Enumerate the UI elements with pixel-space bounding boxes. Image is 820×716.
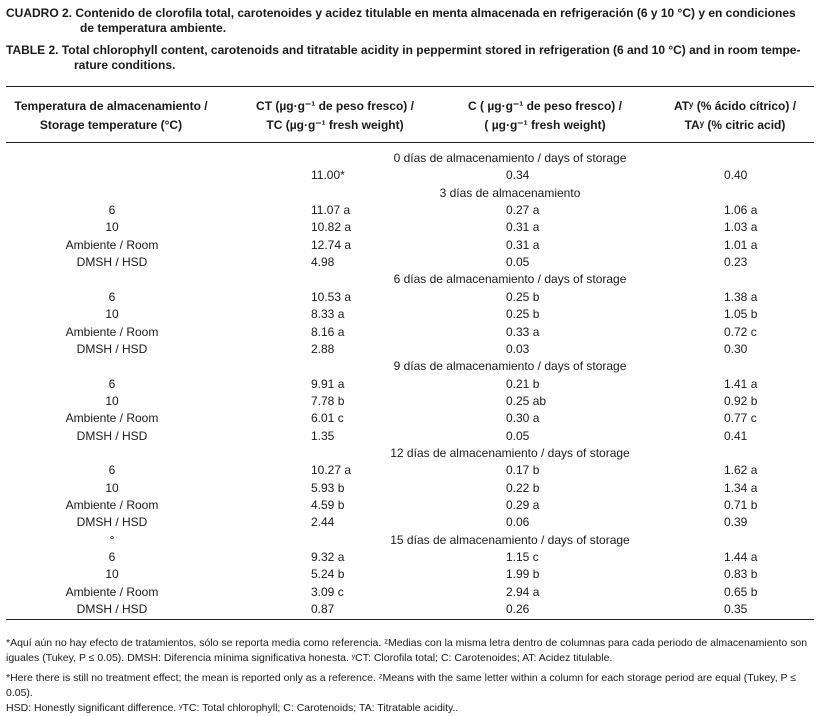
cell-titratable-acidity: 0.65 b [724,584,758,599]
cell-carotenoids: 1.99 b [506,567,540,582]
cell-carotenoids: 0.25 b [506,307,540,322]
table-row [6,549,814,566]
cell-total-chlorophyll: 10.82 a [311,220,352,235]
header-total-chlorophyll: CT (µg·g⁻¹ de peso fresco) / TC (µg·g⁻¹ fresh weight) [256,99,414,132]
table-row [6,480,814,497]
cell-temperature: 10 [105,480,119,495]
table-row [6,584,814,601]
header-storage-temperature: Temperatura de almacenamiento / Storage temperature (°C) [14,99,208,132]
cell-temperature: 10 [105,567,119,582]
cell-titratable-acidity: 1.38 a [724,289,758,304]
cell-total-chlorophyll: 9.91 a [311,376,345,391]
table-row [6,306,814,323]
cell-carotenoids: 0.31 a [506,237,540,252]
cell-temperature: Ambiente / Room [65,584,159,599]
header-carotenoids: C ( µg·g⁻¹ de peso fresco) / ( µg·g⁻¹ fresh weight) [468,99,622,132]
cell-titratable-acidity: 1.41 a [724,376,758,391]
period-title: 0 días de almacenamiento / days of storage [393,151,627,165]
cell-total-chlorophyll: 5.93 b [311,480,345,495]
table-row [6,566,814,583]
cell-total-chlorophyll: 2.44 [311,515,335,530]
table-row [6,289,814,306]
table-row [6,376,814,393]
cell-total-chlorophyll: 4.59 b [311,498,345,512]
table-row [6,324,814,341]
cell-carotenoids: 1.15 c [506,550,539,565]
cell-titratable-acidity: 1.03 a [724,220,758,235]
caption-english [6,43,814,73]
cell-temperature: DMSH / HSD [76,602,148,617]
cell-titratable-acidity: 0.41 [724,428,748,443]
footnote-spanish: *Aquí aún no hay efecto de tratamientos, sólo se reporta media como referencia. ᶻMedias con la misma letra dentro de columnas para cada periodo de almacenamiento son iguales (Tukey, P ≤ 0.05). DMSH: Diferencia mínima significativa honesta. ʸCT: Clorofila total; C: Carotenoides; AT: Acidez titulable. [6,637,808,664]
cell-carotenoids: 0.21 b [506,376,540,391]
table-row [6,393,814,410]
caption-text2-es: de temperatura ambiente. [80,21,227,35]
table-row [6,601,814,618]
period-title: 6 días de almacenamiento / days of storage [393,272,627,287]
cell-carotenoids: 0.27 a [506,203,540,218]
table-header-rule [6,142,814,143]
cell-titratable-acidity: 0.71 b [724,498,758,512]
cell-temperature: 6 [108,376,116,391]
cell-total-chlorophyll: 11.00* [311,168,345,183]
table-row [6,237,814,254]
cell-carotenoids: 0.30 a [506,411,540,426]
table-row [6,428,814,445]
cell-total-chlorophyll: 1.35 [311,428,335,443]
cell-carotenoids: 0.25 ab [506,393,547,408]
cell-total-chlorophyll: 8.33 a [311,307,345,322]
cell-total-chlorophyll: 2.88 [311,341,335,356]
caption-text2-en: rature conditions. [74,58,176,72]
table-row [6,410,814,427]
caption-label-es: CUADRO 2. [6,6,73,20]
cell-titratable-acidity: 0.35 [724,602,748,617]
table-row [6,341,814,358]
cell-carotenoids: 0.25 b [506,289,540,304]
cell-temperature: 6 [108,203,116,218]
cell-carotenoids: 0.05 [506,255,530,270]
period-title: 15 días de almacenamiento / days of storage [390,532,630,547]
cell-temperature: Ambiente / Room [65,324,159,339]
cell-carotenoids: 0.31 a [506,220,540,235]
cell-titratable-acidity: 0.40 [724,168,748,183]
cell-total-chlorophyll: 0.87 [311,602,335,617]
cell-titratable-acidity: 0.92 b [724,393,758,408]
cell-temperature: Ambiente / Room [65,411,159,426]
table-top-rule [6,86,814,87]
cell-titratable-acidity: 0.72 c [724,324,757,339]
cell-carotenoids: 0.26 [506,602,530,617]
cell-titratable-acidity: 1.44 a [724,550,758,565]
cell-total-chlorophyll: 10.53 a [311,289,352,304]
cell-titratable-acidity: 0.83 b [724,567,758,582]
header-titratable-acidity: ATʸ (% ácido cítrico) / TAʸ (% citric acid) [673,99,797,132]
cell-carotenoids: 0.22 b [506,480,540,495]
cell-temperature: 6 [108,550,116,565]
cell-temperature: 6 [108,463,116,478]
cell-carotenoids: 0.05 [506,428,530,443]
footnote-english: *Here there is still no treatment effect; the mean is reported only as a reference. ᶻMeans with the same letter within a column for each storage period are equal (Tukey, P ≤ 0.05). HSD: Honestly significant difference. ʸTC: Total chlorophyll; C: Carotenoids; TA: Titratable acidity.. [6,672,797,714]
cell-carotenoids: 0.29 a [506,498,540,512]
cell-total-chlorophyll: 10.27 a [311,463,352,478]
cell-total-chlorophyll: 7.78 b [311,393,345,408]
cell-carotenoids: 0.33 a [506,324,540,339]
cell-carotenoids: 0.06 [506,515,530,530]
cell-temperature: Ambiente / Room [65,498,159,512]
cell-titratable-acidity: 1.01 a [724,237,758,252]
table-bottom-rule [6,619,814,620]
table-row [6,514,814,531]
caption-spanish [6,6,814,36]
period-title: 3 días de almacenamiento [439,185,581,200]
cell-titratable-acidity: 0.23 [724,255,748,270]
period-title: 9 días de almacenamiento / days of storage [393,359,627,374]
cell-temperature: Ambiente / Room [65,237,159,252]
cell-temperature: DMSH / HSD [76,515,148,530]
cell-total-chlorophyll: 12.74 a [311,237,352,252]
cell-titratable-acidity: 0.39 [724,515,748,530]
cell-temperature: DMSH / HSD [76,428,148,443]
cell-total-chlorophyll: 4.98 [311,255,335,270]
cell-titratable-acidity: 1.34 a [724,480,758,495]
cell-total-chlorophyll: 6.01 c [311,411,344,426]
cell-titratable-acidity: 0.77 c [724,411,757,426]
cell-temperature: 10 [105,307,119,322]
cell-titratable-acidity: 1.06 a [724,203,758,218]
cell-temperature: 6 [108,289,116,304]
caption-text-en: Total chlorophyll content, carotenoids and titratable acidity in peppermint stored in refrigeration (6 and 10 °C) and in room tempe- [61,43,801,57]
cell-titratable-acidity: 1.05 b [724,307,758,322]
cell-titratable-acidity: 0.30 [724,341,748,356]
cell-total-chlorophyll: 11.07 a [311,203,351,218]
table-row [6,167,814,184]
table-row [6,219,814,236]
caption-label-en: TABLE 2. [6,43,59,57]
cell-carotenoids: 0.03 [506,341,530,356]
cell-total-chlorophyll: 5.24 b [311,567,345,582]
cell-temperature: DMSH / HSD [76,341,148,356]
caption-text-es: Contenido de clorofila total, carotenoides y acidez titulable en menta almacenada en refrigeración (6 y 10 °C) y en condiciones [75,6,796,20]
cell-carotenoids: 0.17 b [506,463,540,478]
period-title: 12 días de almacenamiento / days of storage [390,445,630,460]
table-row [6,497,814,514]
cell-total-chlorophyll: 9.32 a [311,550,345,565]
cell-temperature: DMSH / HSD [76,255,148,270]
table-row [6,202,814,219]
period-lead-mark: ° [109,532,115,547]
cell-carotenoids: 2.94 a [506,584,540,599]
cell-temperature: 10 [105,220,119,235]
cell-total-chlorophyll: 8.16 a [311,324,345,339]
table-row [6,462,814,479]
cell-carotenoids: 0.34 [506,168,530,183]
table-row [6,254,814,271]
cell-total-chlorophyll: 3.09 c [311,584,344,599]
cell-titratable-acidity: 1.62 a [724,463,758,478]
cell-temperature: 10 [105,393,119,408]
